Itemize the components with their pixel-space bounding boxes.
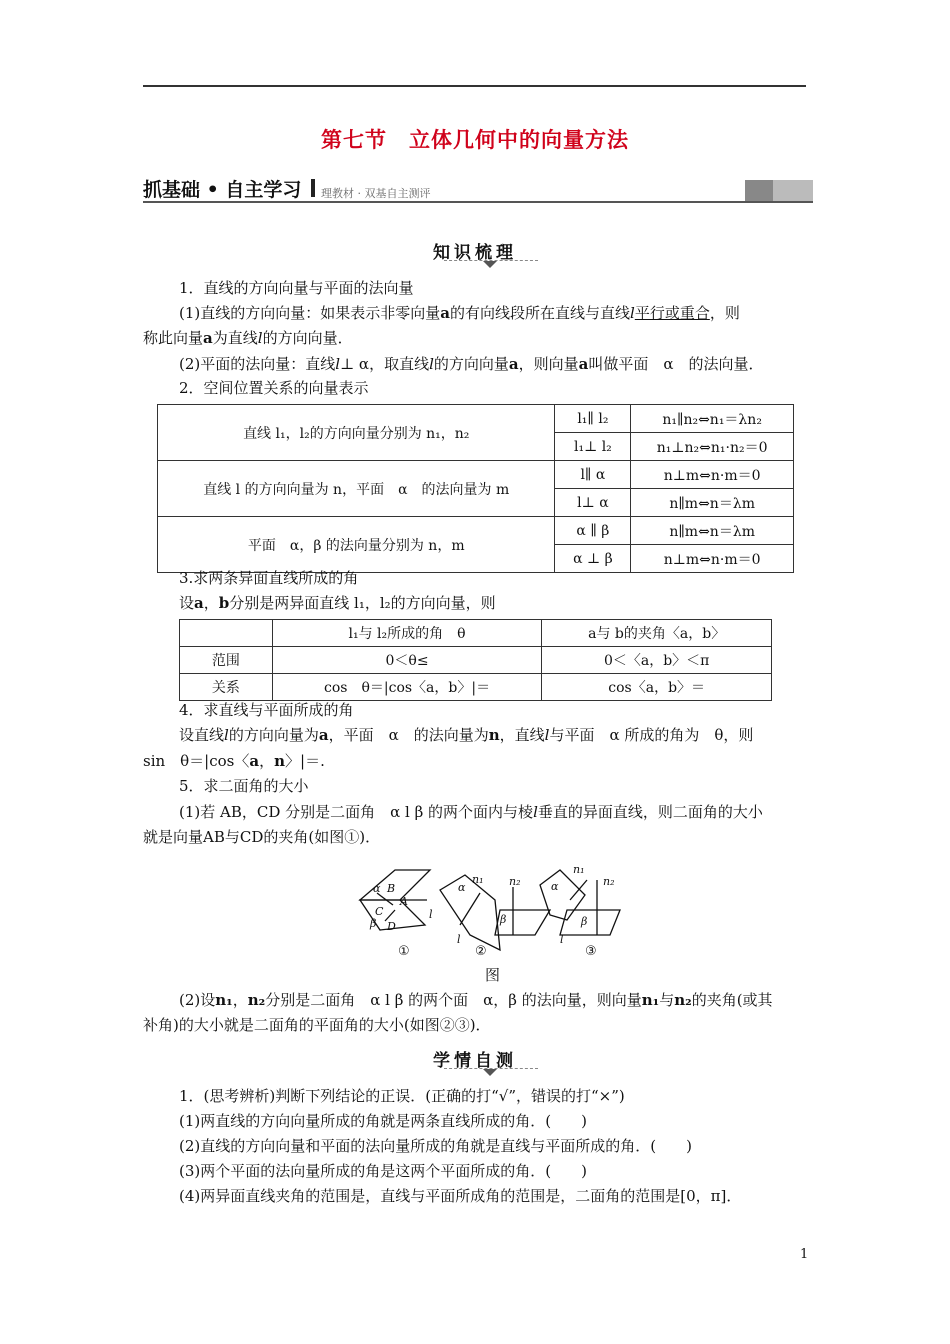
fig-num-1: ①: [398, 944, 410, 959]
para-1b: (2)平面的法向量：直线l⊥ α，取直线l的方向向量a，则向量a叫做平面 α 的法向量．: [179, 355, 764, 373]
row-line-plane-cell: 直线 l 的方向向量为 n，平面 α 的法向量为 m: [158, 461, 555, 517]
header-theta: l₁与 l₂所成的角 θ: [272, 620, 542, 647]
para-3: 3.求两条异面直线所成的角: [179, 569, 359, 587]
para-1a: (1)直线的方向向量：如果表示非零向量a的有向线段所在直线与直线l平行或重合，则: [179, 304, 740, 322]
fig-label-n2: n₂: [509, 875, 521, 888]
question-1-1: (1)两直线的方向向量所成的角就是两条直线所成的角．( ): [179, 1112, 587, 1130]
fig-label-alpha: α: [373, 882, 381, 895]
header-vector-angle: a与 b的夹角〈a，b〉: [542, 620, 772, 647]
fig-label-n1: n₁: [472, 873, 484, 886]
fig-label-C: C: [375, 905, 384, 918]
rel-cell: l₁⊥ l₂: [555, 433, 631, 461]
para-4a: 设直线l的方向向量为a，平面 α 的法向量为n，直线l与平面 α 所成的角为 θ，则: [179, 726, 754, 744]
para-5b: 就是向量AB与CD的夹角(如图①)．: [143, 828, 381, 846]
banner-divider: [311, 179, 315, 197]
vec-cell: n⊥m⇔n·m＝0: [631, 545, 794, 573]
banner-block-light: [773, 180, 813, 201]
fig-label-n1: n₁: [573, 863, 585, 876]
row-planes-cell: 平面 α，β 的法向量分别为 n，m: [158, 517, 555, 573]
vec-cell: n₁⊥n₂⇔n₁·n₂＝0: [631, 433, 794, 461]
relation-theta: cos θ＝|cos〈a，b〉|＝: [272, 674, 542, 701]
fig-label-alpha: α: [458, 881, 466, 894]
question-1: 1．(思考辨析)判断下列结论的正误．(正确的打“√”，错误的打“×”): [179, 1087, 625, 1105]
fig3-plane-alpha: [540, 870, 585, 920]
banner-block-dark: [745, 180, 773, 201]
range-vector: 0＜〈a，b〉＜π: [542, 647, 772, 674]
section-heading-knowledge: 知识梳理: [433, 243, 517, 263]
fig-label-l: l: [560, 933, 564, 946]
relation-label: 关系: [180, 674, 273, 701]
angle-table: [179, 619, 772, 701]
para-5d: 补角)的大小就是二面角的平面角的大小(如图②③)．: [143, 1016, 491, 1034]
section-heading-selftest: 学情自测: [433, 1051, 517, 1071]
fig-label-l: l: [429, 908, 433, 921]
page-number: 1: [800, 1247, 809, 1262]
row-lines-cell: 直线 l₁，l₂的方向向量分别为 n₁，n₂: [158, 405, 555, 461]
vec-cell: n∥m⇔n＝λm: [631, 517, 794, 545]
fig-num-2: ②: [475, 944, 487, 959]
rel-cell: l∥ α: [555, 461, 631, 489]
para-3a: 设a，b分别是两异面直线 l₁，l₂的方向向量，则: [179, 594, 496, 612]
question-1-3: (3)两个平面的法向量所成的角是这两个平面所成的角．( ): [179, 1162, 587, 1180]
banner-subtitle: 理教材 · 双基自主测评: [321, 187, 431, 200]
fig-num-3: ③: [585, 944, 597, 959]
fig-label-n2: n₂: [603, 875, 615, 888]
para-5: 5．求二面角的大小: [179, 777, 309, 795]
fig-label-D: D: [387, 920, 396, 933]
para-1: 1．直线的方向向量与平面的法向量: [179, 279, 414, 297]
page-title: 第七节 立体几何中的向量方法: [321, 128, 629, 152]
rel-cell: l₁∥ l₂: [555, 405, 631, 433]
fig2-n1: [460, 893, 480, 925]
para-4b: sin θ＝|cos〈a，n〉|＝.: [143, 752, 325, 770]
rel-cell: α ∥ β: [555, 517, 631, 545]
top-rule: [143, 85, 806, 87]
relation-table: [157, 404, 794, 573]
fig-label-l: l: [457, 933, 461, 946]
fig3-plane-beta: [560, 910, 620, 935]
banner-title: 抓基础 • 自主学习: [143, 179, 302, 201]
header-empty: [180, 620, 273, 647]
question-1-4: (4)两异面直线夹角的范围是，直线与平面所成角的范围是，二面角的范围是[0，π]．: [179, 1187, 742, 1205]
fig-label-B: B: [387, 882, 396, 895]
figure-caption: 图: [485, 966, 501, 984]
fig2-plane-alpha: [440, 875, 500, 950]
section-arrow: [483, 261, 497, 268]
para-5a: (1)若 AB，CD 分别是二面角 α l β 的两个面内与棱l垂直的异面直线，则二面角的大小: [179, 803, 763, 821]
section-arrow: [483, 1069, 497, 1076]
rel-cell: α ⊥ β: [555, 545, 631, 573]
banner-underline: [143, 201, 813, 203]
para-4: 4．求直线与平面所成的角: [179, 701, 354, 719]
dihedral-figure: [355, 855, 625, 960]
fig-label-beta: β: [370, 917, 377, 930]
fig-label-alpha: α: [551, 880, 559, 893]
range-label: 范围: [180, 647, 273, 674]
question-1-2: (2)直线的方向向量和平面的法向量所成的角就是直线与平面所成的角．( ): [179, 1137, 692, 1155]
fig-label-beta: β: [581, 915, 588, 928]
fig-label-beta: β: [500, 913, 507, 926]
para-2: 2．空间位置关系的向量表示: [179, 379, 369, 397]
vec-cell: n⊥m⇔n·m＝0: [631, 461, 794, 489]
para-1a-cont: 称此向量a为直线l的方向向量．: [143, 329, 353, 347]
vec-cell: n∥m⇔n＝λm: [631, 489, 794, 517]
relation-vector: cos〈a，b〉＝: [542, 674, 772, 701]
fig-label-A: A: [400, 895, 408, 908]
rel-cell: l⊥ α: [555, 489, 631, 517]
range-theta: 0＜θ≤: [272, 647, 542, 674]
para-5c: (2)设n₁，n₂分别是二面角 α l β 的两个面 α，β 的法向量，则向量n₁与n₂的夹角(或其: [179, 991, 773, 1009]
vec-cell: n₁∥n₂⇔n₁＝λn₂: [631, 405, 794, 433]
